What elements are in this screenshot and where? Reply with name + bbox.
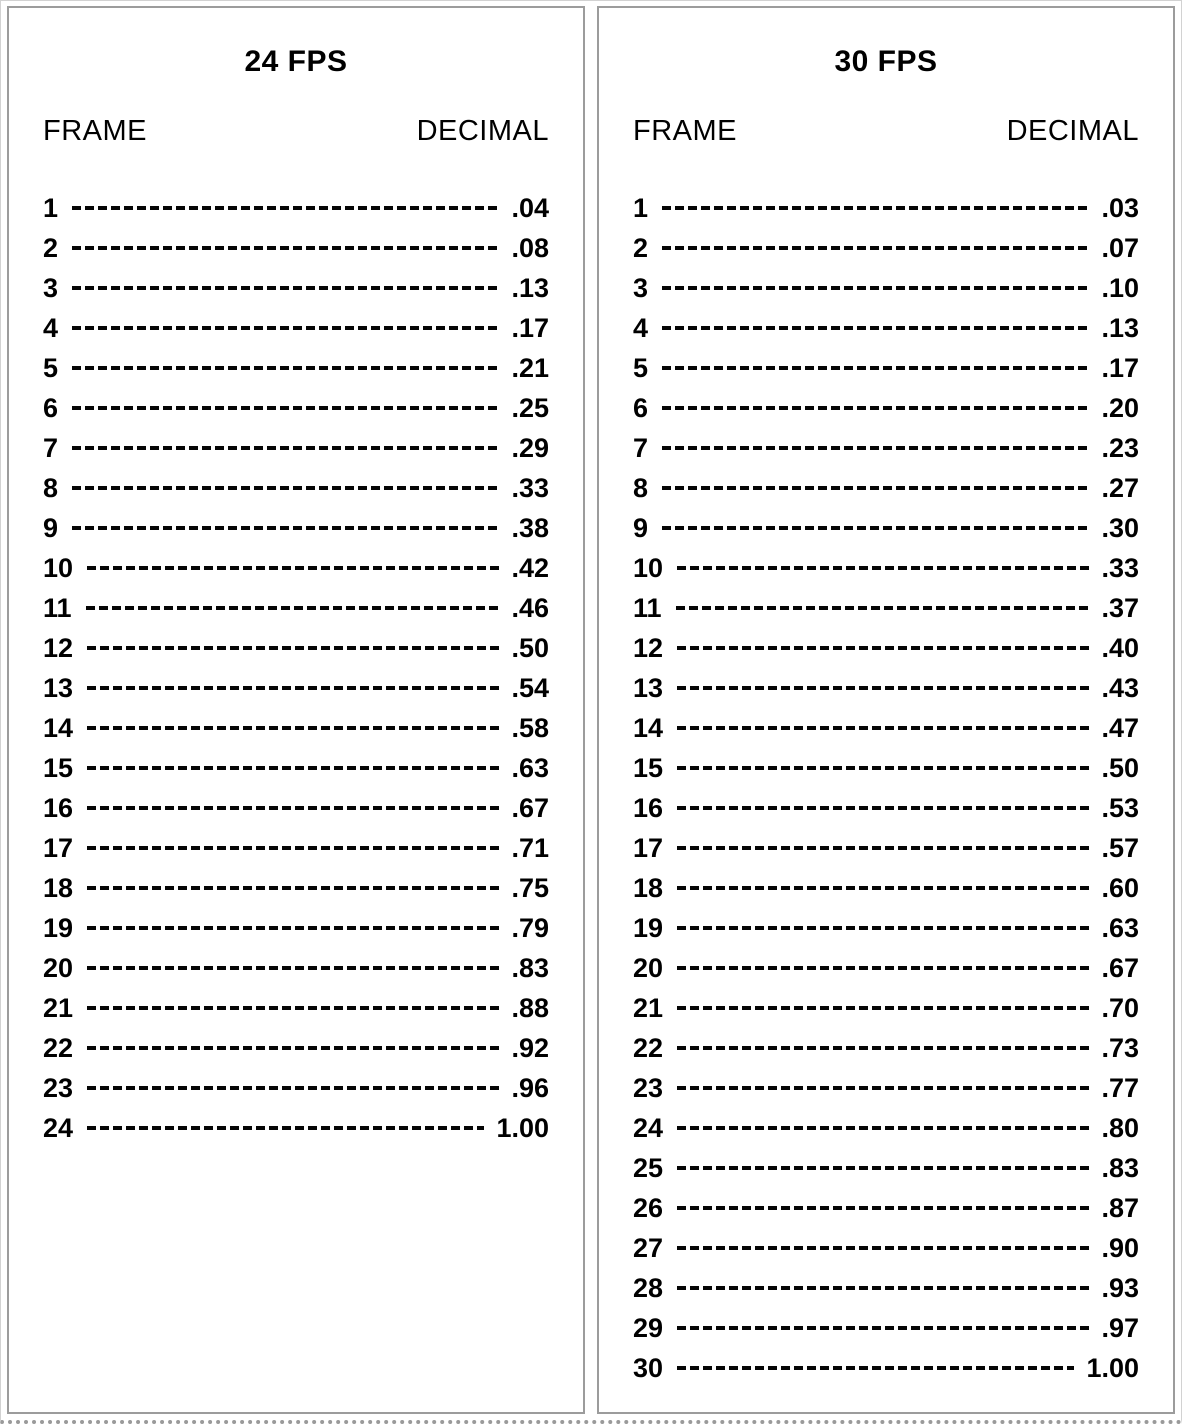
frame-number: 20 [43,952,74,983]
decimal-value: .77 [1101,1072,1139,1103]
table-row [633,308,1139,348]
dash-leader [677,1006,1089,1010]
frame-number: 10 [633,552,664,583]
dash-leader [87,806,499,810]
table-row [43,748,549,788]
decimal-value: 1.00 [496,1112,549,1143]
frame-number: 30 [633,1352,664,1383]
decimal-value: .03 [1101,192,1139,223]
frame-number: 22 [633,1032,664,1063]
decimal-value: .53 [1101,792,1139,823]
table-row [633,388,1139,428]
decimal-value: .83 [1101,1152,1139,1183]
dash-leader [87,686,499,690]
fps30-panel [597,6,1175,1414]
dash-leader [677,846,1089,850]
dash-leader [677,726,1089,730]
table-row [43,708,549,748]
table-row [633,188,1139,228]
decimal-value: .70 [1101,992,1139,1023]
table-row [633,868,1139,908]
table-row [633,1268,1139,1308]
dash-leader [87,766,499,770]
frame-number: 16 [43,792,74,823]
decimal-value: .54 [511,672,549,703]
table-row [43,588,549,628]
dash-leader [662,286,1089,290]
decimal-value: .29 [511,432,549,463]
table-row [43,788,549,828]
decimal-value: .73 [1101,1032,1139,1063]
frame-number: 12 [633,632,664,663]
table-row [633,428,1139,468]
dash-leader [676,606,1090,610]
table-row [633,948,1139,988]
dash-leader [677,926,1089,930]
decimal-value: .83 [511,952,549,983]
dash-leader [662,486,1089,490]
frame-number: 27 [633,1232,664,1263]
decimal-value: .30 [1101,512,1139,543]
dash-leader [662,406,1089,410]
dash-leader [87,726,499,730]
frame-number: 18 [633,872,664,903]
frame-number: 26 [633,1192,664,1223]
frame-number: 4 [633,312,649,343]
decimal-value: .60 [1101,872,1139,903]
frame-column-header: FRAME [633,115,737,147]
frame-number: 3 [633,272,649,303]
decimal-value: .90 [1101,1232,1139,1263]
frame-number: 23 [633,1072,664,1103]
dash-leader [677,1086,1089,1090]
dash-leader [72,286,499,290]
dash-leader [677,1206,1089,1210]
frame-number: 25 [633,1152,664,1183]
table-row [633,668,1139,708]
table-row [43,228,549,268]
dash-leader [72,326,499,330]
dash-leader [72,366,499,370]
table-row [43,1028,549,1068]
decimal-value: .27 [1101,472,1139,503]
table-row [43,268,549,308]
table-row [633,1028,1139,1068]
frame-number: 4 [43,312,59,343]
dash-leader [72,486,499,490]
table-row [43,308,549,348]
dash-leader [72,206,499,210]
frame-number: 19 [633,912,664,943]
decimal-value: .33 [511,472,549,503]
dash-leader [677,686,1089,690]
frame-number: 13 [633,672,664,703]
decimal-value: .13 [511,272,549,303]
frame-number: 19 [43,912,74,943]
decimal-value: .67 [511,792,549,823]
decimal-value: .37 [1101,592,1139,623]
frame-number: 16 [633,792,664,823]
dash-leader [662,326,1089,330]
frame-number: 8 [43,472,59,503]
table-row [43,468,549,508]
frame-number: 2 [633,232,649,263]
decimal-value: .58 [511,712,549,743]
decimal-value: .43 [1101,672,1139,703]
dash-leader [72,526,499,530]
table-row [633,748,1139,788]
decimal-value: .42 [511,552,549,583]
dash-leader [677,886,1089,890]
frame-number: 17 [633,832,664,863]
frame-column-header: FRAME [43,115,147,147]
table-row [633,348,1139,388]
table-row [43,428,549,468]
table-row [43,628,549,668]
frame-number: 28 [633,1272,664,1303]
frame-number: 5 [43,352,59,383]
dash-leader [87,1046,499,1050]
frame-number: 3 [43,272,59,303]
table-row [43,988,549,1028]
dash-leader [87,846,499,850]
table-row [633,1068,1139,1108]
dash-leader [677,966,1089,970]
decimal-value: .67 [1101,952,1139,983]
fps24-rows [43,188,549,1148]
decimal-value: .57 [1101,832,1139,863]
decimal-value: .87 [1101,1192,1139,1223]
panel-title-30fps: 30 FPS [834,45,938,78]
table-row [43,908,549,948]
frame-number: 5 [633,352,649,383]
decimal-value: .79 [511,912,549,943]
dash-leader [677,1126,1089,1130]
fps24-panel [7,6,585,1414]
frame-number: 11 [43,592,72,623]
frame-number: 6 [43,392,59,423]
table-row [633,788,1139,828]
frame-number: 9 [633,512,649,543]
table-row [633,1188,1139,1228]
table-row [43,1108,549,1148]
table-row [43,668,549,708]
column-headers [633,114,1139,148]
fps30-rows [633,188,1139,1388]
dash-leader [87,886,499,890]
frame-number: 14 [43,712,74,743]
dash-leader [662,446,1089,450]
panel-title-24fps: 24 FPS [244,45,348,78]
frame-number: 6 [633,392,649,423]
decimal-value: .13 [1101,312,1139,343]
decimal-value: .17 [511,312,549,343]
dash-leader [662,526,1089,530]
table-row [633,1228,1139,1268]
table-row [633,1348,1139,1388]
table-row [633,1308,1139,1348]
dash-leader [677,1246,1089,1250]
decimal-value: .75 [511,872,549,903]
table-row [633,708,1139,748]
frame-number: 29 [633,1312,664,1343]
table-row [43,548,549,588]
dash-leader [87,646,499,650]
frame-number: 21 [633,992,664,1023]
dash-leader [87,1006,499,1010]
table-row [43,188,549,228]
frame-number: 11 [633,592,662,623]
column-headers [43,114,549,148]
dash-leader [72,246,499,250]
table-row [633,1108,1139,1148]
decimal-column-header: DECIMAL [1006,115,1139,147]
dash-leader [677,766,1089,770]
decimal-column-header: DECIMAL [416,115,549,147]
decimal-value: .23 [1101,432,1139,463]
frame-number: 14 [633,712,664,743]
decimal-value: .92 [511,1032,549,1063]
frame-number: 18 [43,872,74,903]
frame-number: 15 [43,752,74,783]
decimal-value: 1.00 [1086,1352,1139,1383]
dash-leader [677,806,1089,810]
decimal-value: .50 [1101,752,1139,783]
decimal-value: .25 [511,392,549,423]
table-row [633,988,1139,1028]
frame-number: 15 [633,752,664,783]
frame-number: 10 [43,552,74,583]
frame-number: 24 [43,1112,74,1143]
frame-number: 24 [633,1112,664,1143]
table-row [633,268,1139,308]
dash-leader [677,1366,1074,1370]
decimal-value: .17 [1101,352,1139,383]
decimal-value: .10 [1101,272,1139,303]
table-row [43,1068,549,1108]
dash-leader [662,206,1089,210]
table-row [633,228,1139,268]
dash-leader [677,1286,1089,1290]
decimal-value: .04 [511,192,549,223]
frame-number: 2 [43,232,59,263]
frame-number: 7 [43,432,59,463]
frame-number: 1 [43,192,59,223]
decimal-value: .07 [1101,232,1139,263]
dash-leader [677,646,1089,650]
frame-number: 17 [43,832,74,863]
frame-number: 20 [633,952,664,983]
frame-number: 1 [633,192,649,223]
decimal-value: .33 [1101,552,1139,583]
dash-leader [677,1326,1089,1330]
dash-leader [662,246,1089,250]
decimal-value: .63 [1101,912,1139,943]
table-row [633,548,1139,588]
decimal-value: .80 [1101,1112,1139,1143]
table-row [43,348,549,388]
dash-leader [677,1166,1089,1170]
frame-number: 9 [43,512,59,543]
decimal-value: .46 [511,592,549,623]
dash-leader [677,566,1089,570]
dash-leader [87,1126,484,1130]
decimal-value: .47 [1101,712,1139,743]
decimal-value: .40 [1101,632,1139,663]
table-row [43,948,549,988]
frame-number: 13 [43,672,74,703]
dash-leader [86,606,500,610]
dash-leader [87,966,499,970]
table-row [633,588,1139,628]
table-row [633,508,1139,548]
decimal-value: .93 [1101,1272,1139,1303]
decimal-value: .63 [511,752,549,783]
dash-leader [87,566,499,570]
dash-leader [677,1046,1089,1050]
decimal-value: .38 [511,512,549,543]
dash-leader [87,926,499,930]
table-row [633,468,1139,508]
dash-leader [662,366,1089,370]
table-row [633,628,1139,668]
table-row [633,1148,1139,1188]
decimal-value: .96 [511,1072,549,1103]
decimal-value: .20 [1101,392,1139,423]
table-row [633,828,1139,868]
table-row [43,388,549,428]
decimal-value: .88 [511,992,549,1023]
table-row [633,908,1139,948]
table-row [43,508,549,548]
frame-number: 22 [43,1032,74,1063]
decimal-value: .97 [1101,1312,1139,1343]
frame-number: 12 [43,632,74,663]
frame-number: 21 [43,992,74,1023]
frame-number: 23 [43,1072,74,1103]
frame-number: 7 [633,432,649,463]
dash-leader [72,446,499,450]
decimal-value: .50 [511,632,549,663]
decimal-value: .71 [511,832,549,863]
dash-leader [87,1086,499,1090]
dash-leader [72,406,499,410]
table-row [43,828,549,868]
table-row [43,868,549,908]
decimal-value: .21 [511,352,549,383]
frame-number: 8 [633,472,649,503]
decimal-value: .08 [511,232,549,263]
